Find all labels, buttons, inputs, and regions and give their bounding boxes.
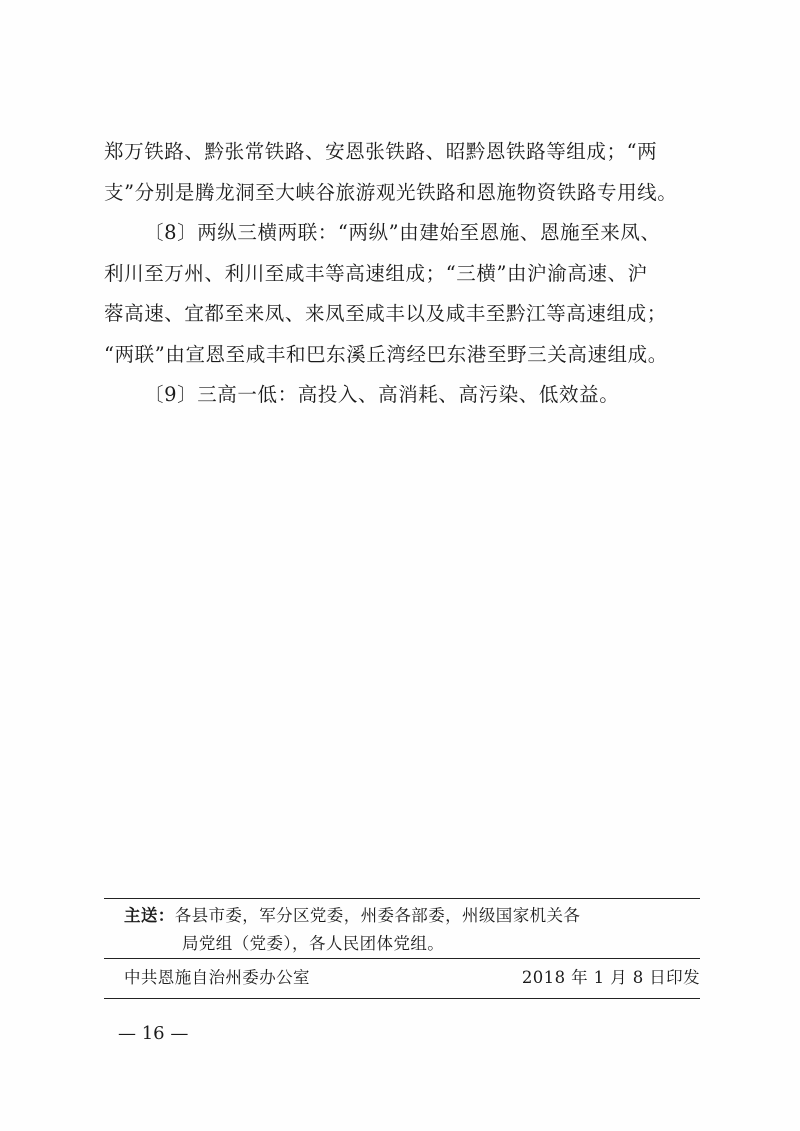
note-8-line: 利川至万州、利川至咸丰等高速组成；“三横”由沪渝高速、沪 [104,261,648,285]
distribution-label: 主送： [124,906,175,925]
note-8-line: 〔8〕两纵三横两联：“两纵”由建始至恩施、恩施至来凤、 [144,221,661,244]
note-8-line: “两联”由宣恩至咸丰和巴东溪丘湾经巴东港至野三关高速组成。 [104,342,668,366]
issue-date: 2018 年 1 月 8 日印发 [521,968,700,987]
distribution-line1: 各县市委，军分区党委，州委各部委，州级国家机关各 [174,906,581,925]
distribution-line2: 局党组（党委），各人民团体党组。 [182,934,445,953]
paragraph-line: 郑万铁路、黔张常铁路、安恩张铁路、昭黔恩铁路等组成；“两 [104,140,658,163]
page-number: — 16 — [118,1023,189,1044]
divider-top [104,898,700,899]
distribution-list [124,902,704,958]
body-text [104,132,704,416]
divider-middle [104,958,700,959]
paragraph-line: 支”分别是腾龙洞至大峡谷旅游观光铁路和恩施物资铁路专用线。 [104,180,678,204]
note-8-line: 蓉高速、宜都至来凤、来凤至咸丰以及咸丰至黔江等高速组成； [104,302,667,325]
divider-bottom [104,998,700,999]
note-9-line: 〔9〕三高一低：高投入、高消耗、高污染、低效益。 [144,383,620,406]
issuer: 中共恩施自治州委办公室 [124,968,310,987]
